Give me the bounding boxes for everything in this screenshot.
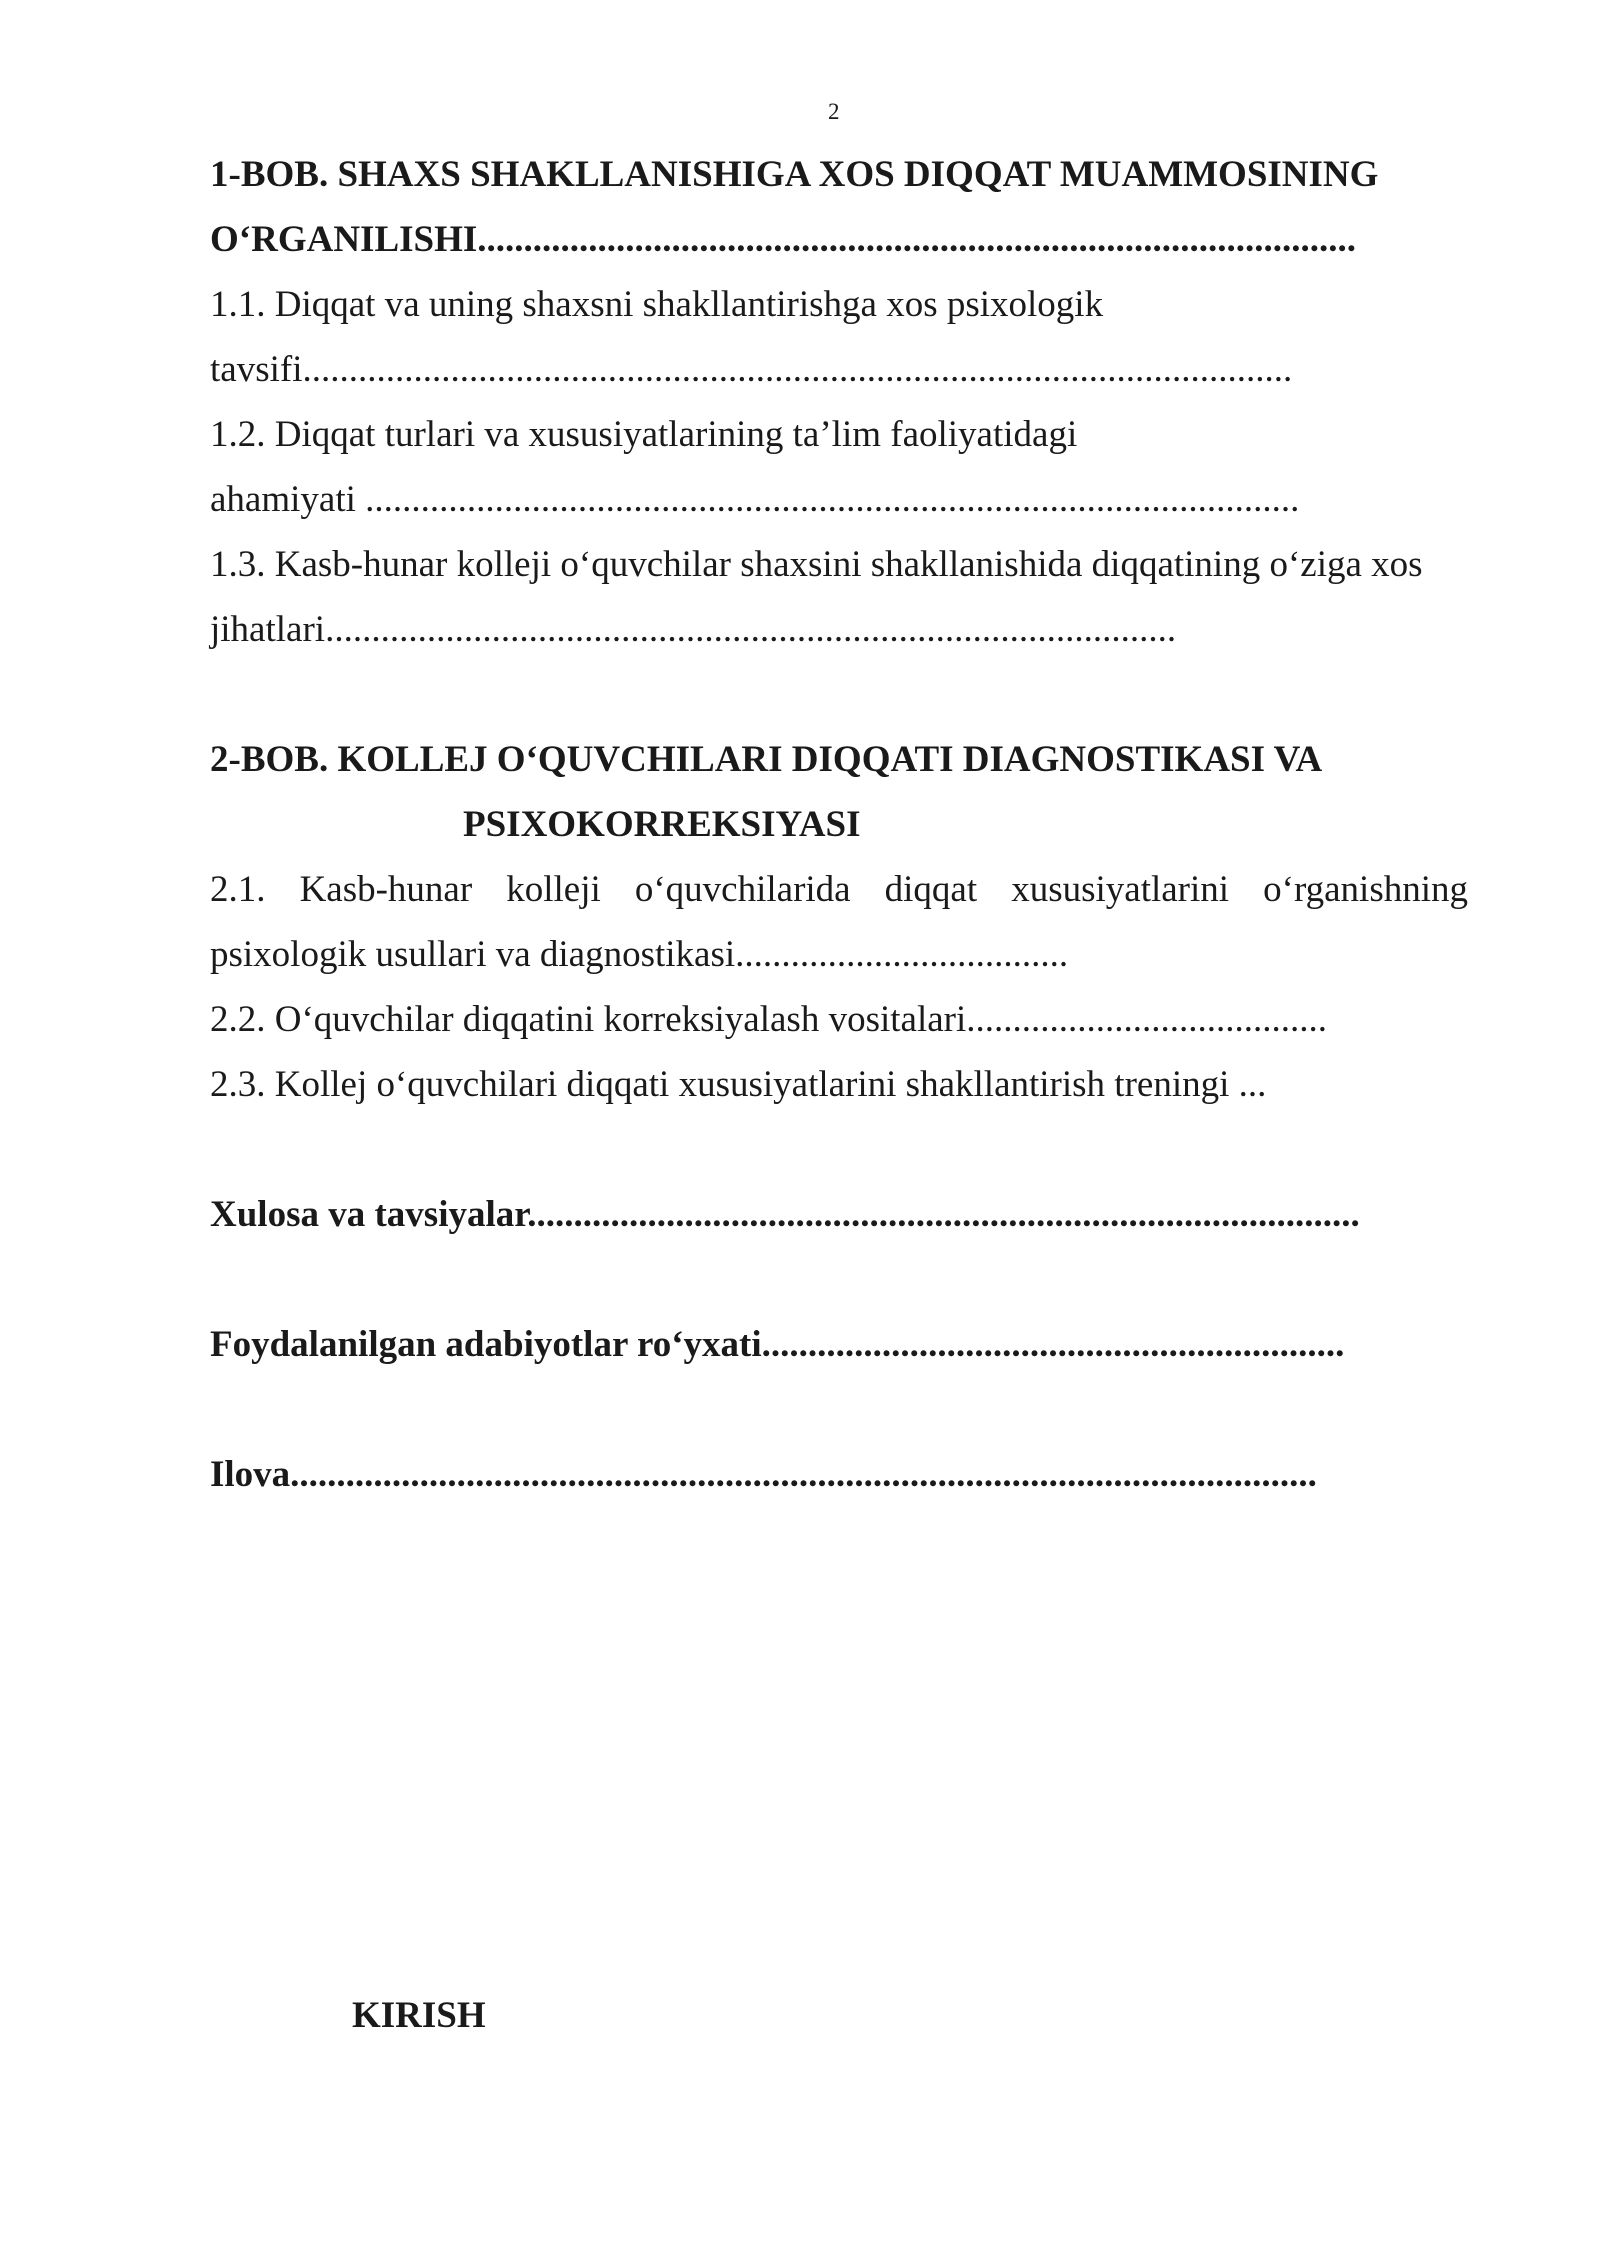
toc-word: kolleji xyxy=(506,869,601,910)
toc-word: o‘quvchilarida xyxy=(634,869,851,910)
toc-item-1-1-line2: tavsifi........................................................................................................... xyxy=(210,349,1293,390)
toc-references: Foydalanilgan adabiyotlar ro‘yxati............................................................... xyxy=(210,1324,1345,1365)
toc-conclusion: Xulosa va tavsiyalar.......................................................................................... xyxy=(210,1194,1360,1235)
chapter1-title-line2: O‘RGANILISHI............................................................................................... xyxy=(210,219,1357,260)
toc-word: diqqat xyxy=(884,869,978,910)
toc-item-1-3-line1: 1.3. Kasb-hunar kolleji o‘quvchilar shaxsini shakllanishida diqqatining o‘ziga xos xyxy=(210,544,1423,585)
toc-appendix: Ilova............................................................................................................... xyxy=(210,1454,1317,1495)
toc-item-1-3-line2: jihatlari............................................................................................ xyxy=(210,609,1177,650)
toc-item-1-2-line1: 1.2. Diqqat turlari va xususiyatlarining ta’lim faoliyatidagi xyxy=(210,414,1078,455)
toc-word: o‘rganishning xyxy=(1263,869,1468,910)
page-number: 2 xyxy=(828,99,840,124)
chapter2-title-line1: 2-BOB. KOLLEJ O‘QUVCHILARI DIQQATI DIAGNOSTIKASI VA xyxy=(210,739,1323,780)
toc-item-2-1-line1 xyxy=(210,867,1468,913)
toc-item-1-2-line2: ahamiyati ..................................................................................................... xyxy=(210,479,1300,520)
toc-item-2-3: 2.3. Kollej o‘quvchilari diqqati xususiyatlarini shakllantirish treningi ... xyxy=(210,1064,1267,1105)
toc-word: xususiyatlarini xyxy=(1011,869,1230,910)
toc-item-2-1-line2: psixologik usullari va diagnostikasi.................................... xyxy=(210,934,1069,975)
toc-item-1-1-line1: 1.1. Diqqat va uning shaxsni shakllantirishga xos psixologik xyxy=(210,284,1104,325)
toc-item-2-2: 2.2. O‘quvchilar diqqatini korreksiyalash vositalari....................................... xyxy=(210,999,1328,1040)
intro-heading: KIRISH xyxy=(352,1995,486,2036)
toc-word: 2.1. xyxy=(210,869,266,910)
chapter2-title-line2: PSIXOKORREKSIYASI xyxy=(463,804,861,845)
toc-word: Kasb-hunar xyxy=(299,869,473,910)
chapter1-title-line1: 1-BOB. SHAXS SHAKLLANISHIGA XOS DIQQAT MUAMMOSINING xyxy=(210,154,1379,195)
